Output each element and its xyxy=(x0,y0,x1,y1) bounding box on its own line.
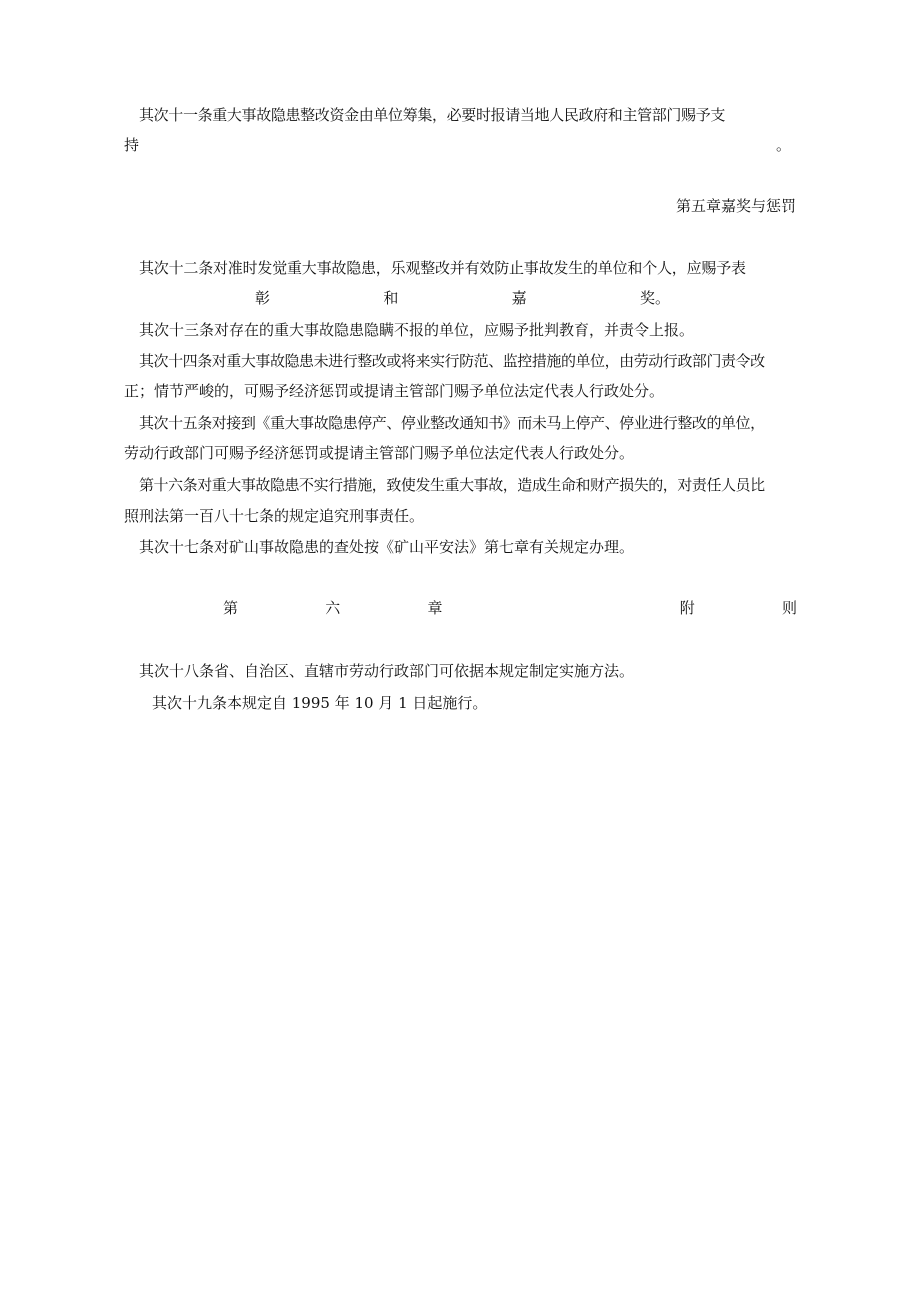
article-21-line-2-end: 。 xyxy=(776,136,792,154)
article-22-line-1: 其次十二条对准时发觉重大事故隐患，乐观整改并有效防止事故发生的单位和个人，应赐予表 xyxy=(139,259,746,277)
chapter-5-title: 第五章嘉奖与惩罚 xyxy=(675,197,796,215)
article-27-line-1: 其次十七条对矿山事故隐患的查处按《矿山平安法》第七章有关规定办理。 xyxy=(139,538,635,556)
article-21-line-2-start: 持 xyxy=(124,136,140,154)
article-25-line-2: 劳动行政部门可赐予经济惩罚或提请主管部门赐予单位法定代表人行政处分。 xyxy=(124,444,635,462)
chapter-6-char-5: 则 xyxy=(781,599,797,617)
chapter-6-char-3: 章 xyxy=(427,599,443,617)
article-24-line-2: 正；情节严峻的，可赐予经济惩罚或提请主管部门赐予单位法定代表人行政处分。 xyxy=(124,382,665,400)
article-26-line-2: 照刑法第一百八十七条的规定追究刑事责任。 xyxy=(124,507,425,525)
article-26-line-1: 第十六条对重大事故隐患不实行措施，致使发生重大事故，造成生命和财产损失的，对责任人员比 xyxy=(139,476,765,494)
article-22-char-1: 彰 xyxy=(255,289,271,307)
article-22-char-4: 奖。 xyxy=(639,289,670,307)
chapter-6-char-4: 附 xyxy=(679,599,695,617)
article-21-line-1: 其次十一条重大事故隐患整改资金由单位筹集，必要时报请当地人民政府和主管部门赐予支 xyxy=(139,106,726,124)
article-22-char-2: 和 xyxy=(383,289,399,307)
article-24-line-1: 其次十四条对重大事故隐患未进行整改或将来实行防范、监控措施的单位，由劳动行政部门责令改 xyxy=(139,352,765,370)
article-29-line-1: 其次十九条本规定自 1995 年 10 月 1 日起施行。 xyxy=(152,694,488,712)
article-23-line-1: 其次十三条对存在的重大事故隐患隐瞒不报的单位，应赐予批判教育，并责令上报。 xyxy=(139,321,695,339)
article-28-line-1: 其次十八条省、自治区、直辖市劳动行政部门可依据本规定制定实施方法。 xyxy=(139,662,635,680)
article-22-char-3: 嘉 xyxy=(511,289,527,307)
article-22-line-2 xyxy=(255,288,670,308)
chapter-6-char-1: 第 xyxy=(223,599,239,617)
article-25-line-1: 其次十五条对接到《重大事故隐患停产、停业整改通知书》而未马上停产、停业进行整改的单位， xyxy=(139,414,765,432)
chapter-6-title xyxy=(223,598,797,618)
chapter-6-char-2: 六 xyxy=(325,599,341,617)
